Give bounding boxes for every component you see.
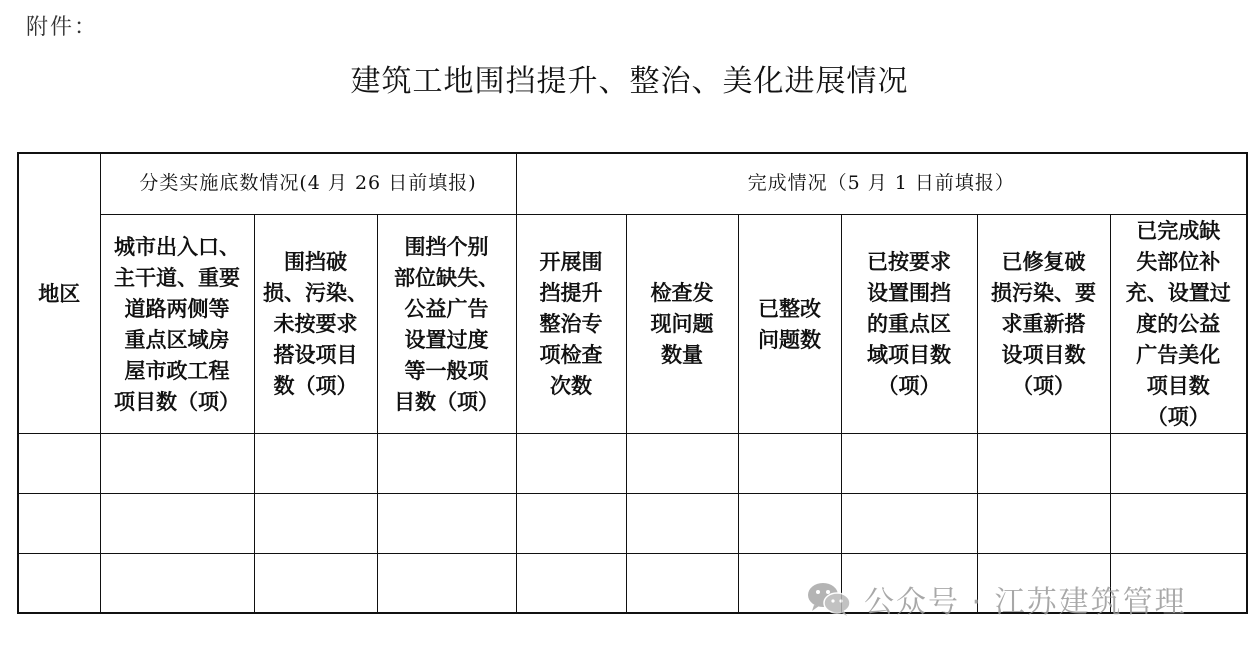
region-header: 地区 [38,280,81,306]
table-row [18,493,1247,553]
table-cell[interactable] [254,433,377,493]
watermark-text: 公众号 · 江苏建筑管理 [864,585,1187,620]
column-header-general-projects: 围挡个别 部位缺失、 公益广告 设置过度 等一般项 目数（项） [377,214,516,433]
table-cell[interactable] [377,493,516,553]
column-header-key-area-projects: 城市出入口、 主干道、重要 道路两侧等 重点区域房 屋市政工程 项目数（项） [100,214,254,433]
table-cell[interactable] [626,433,738,493]
table-cell[interactable] [841,433,977,493]
column-header-key-area-done: 已按要求 设置围挡 的重点区 域项目数 （项） [841,214,977,433]
table-cell[interactable] [377,433,516,493]
column-header-issues-found: 检查发 现问题 数量 [626,214,738,433]
wechat-icon [806,581,852,617]
column-header-repaired-done: 已修复破 损污染、要 求重新搭 设项目数 （项） [977,214,1110,433]
table-cell[interactable] [977,493,1110,553]
column-header-damaged-hoarding-projects: 围挡破 损、污染、 未按要求 搭设项目 数（项） [254,214,377,433]
table-cell[interactable] [738,493,841,553]
table-cell[interactable] [254,493,377,553]
table-cell[interactable] [18,493,100,553]
table-cell[interactable] [738,433,841,493]
completion-group-header: 完成情况（5 月 1 日前填报） [516,153,1247,214]
column-header-beautified-done: 已完成缺 失部位补 充、设置过 度的公益 广告美化 项目数 （项） [1110,214,1247,433]
table-header-row-columns [18,214,1247,433]
table-cell[interactable] [100,553,254,613]
table-cell[interactable] [254,553,377,613]
progress-table [17,152,1248,614]
attachment-label: 附件： [26,15,99,40]
column-header-issues-fixed: 已整改 问题数 [738,214,841,433]
table-cell[interactable] [377,553,516,613]
table-cell[interactable] [1110,493,1247,553]
table-cell[interactable] [18,553,100,613]
table-cell[interactable] [18,433,100,493]
table-cell[interactable] [100,433,254,493]
column-header-inspections: 开展围 挡提升 整治专 项检查 次数 [516,214,626,433]
watermark [806,578,1187,620]
table-cell[interactable] [516,553,626,613]
table-cell[interactable] [516,493,626,553]
table-cell[interactable] [1110,433,1247,493]
table-cell[interactable] [100,493,254,553]
table-cell[interactable] [841,493,977,553]
table-cell[interactable] [977,433,1110,493]
region-header-cell [18,153,100,433]
table-cell[interactable] [626,493,738,553]
document-title: 建筑工地围挡提升、整治、美化进展情况 [350,64,909,99]
table-header-row-groups [18,153,1247,214]
table-cell[interactable] [516,433,626,493]
table-row [18,433,1247,493]
table-cell[interactable] [626,553,738,613]
baseline-group-header: 分类实施底数情况(4 月 26 日前填报) [100,153,516,214]
